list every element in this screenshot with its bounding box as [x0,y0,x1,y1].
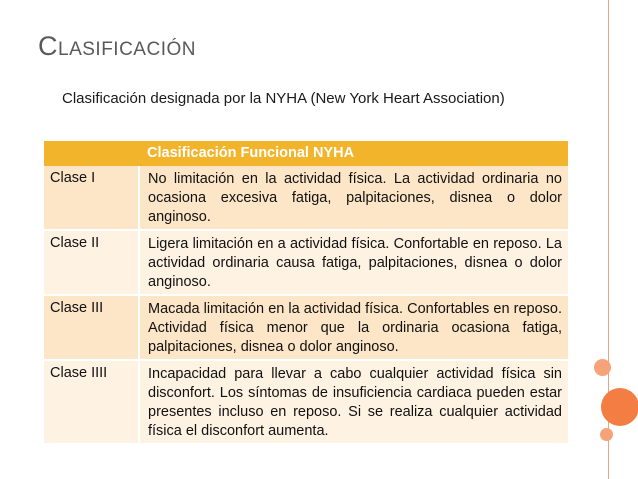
nyha-classification-table [44,141,568,443]
table-row [44,230,568,295]
table-row [44,360,568,443]
table-row [44,166,568,230]
class-cell: Clase I [44,166,139,230]
class-cell: Clase IIII [44,360,139,443]
description-cell: Ligera limitación en a actividad física. Confortable en reposo. La actividad ordinaria causa fatiga, palpitaciones, disnea o dolor anginoso. [139,230,568,295]
table-header-cell: Clasificación Funcional NYHA [139,141,568,166]
description-cell: No limitación en la actividad física. La actividad ordinaria no ocasiona excesiva fatiga, palpitaciones, disnea o dolor anginoso. [139,166,568,230]
description-cell: Incapacidad para llevar a cabo cualquier actividad física sin disconfort. Los síntomas de insuficiencia cardiaca pueden estar presentes incluso en reposo. Si se realiza cualquier actividad física el disconfort aumenta. [139,360,568,443]
decorative-circle-large [601,388,638,426]
description-cell: Macada limitación en la actividad física. Confortables en reposo. Actividad física menor que la ordinaria ocasiona fatiga, palpitaciones, disnea o dolor anginoso. [139,295,568,360]
slide-subtitle: Clasificación designada por la NYHA (New York Heart Association) [62,90,505,107]
class-cell: Clase III [44,295,139,360]
table-row [44,295,568,360]
class-cell: Clase II [44,230,139,295]
slide-title: Clasificación [38,31,196,61]
table-header-row [44,141,568,166]
decorative-circle-small-bottom [600,428,613,441]
table-header-empty-cell [44,141,139,166]
decorative-circle-small-top [594,359,611,376]
